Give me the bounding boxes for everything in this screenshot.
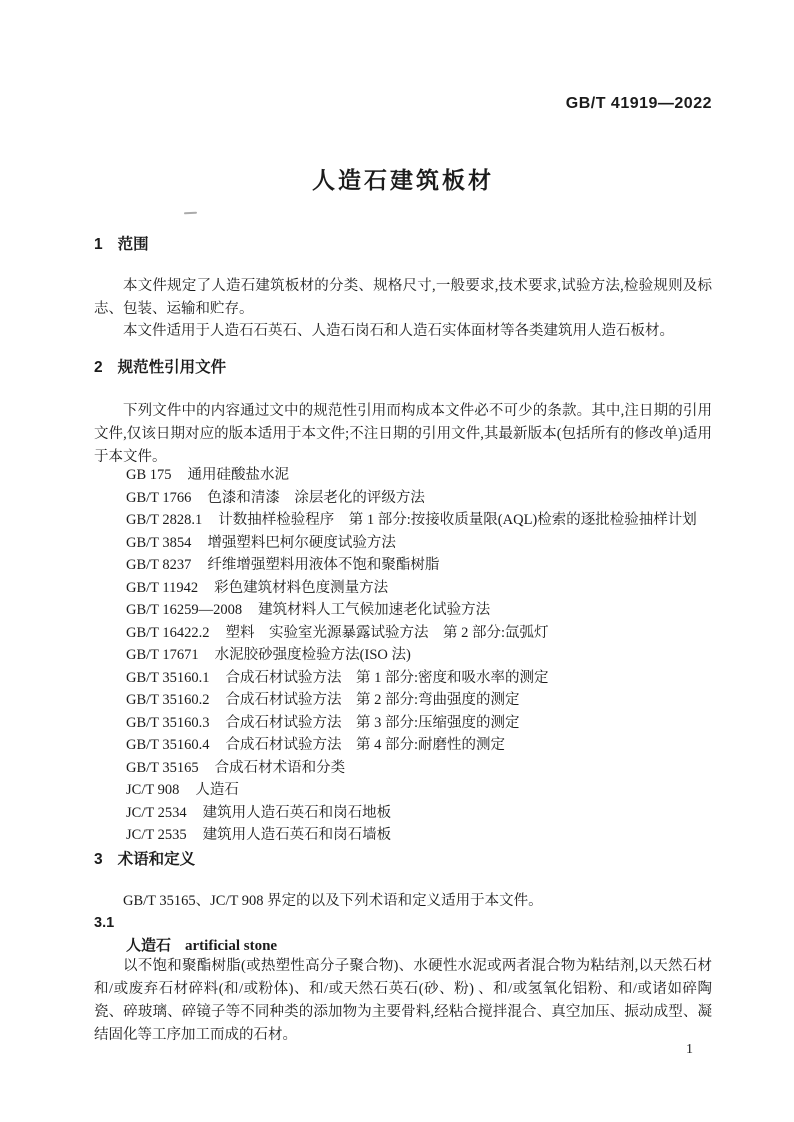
- term-name: [126, 935, 277, 957]
- reference-code: GB/T 1766: [126, 489, 192, 506]
- reference-item: [94, 487, 734, 510]
- reference-item: [94, 532, 734, 555]
- reference-title: 纤维增强塑料用液体不饱和聚酯树脂: [207, 557, 440, 573]
- standard-code: GB/T 41919—2022: [565, 95, 712, 112]
- reference-item: [94, 779, 734, 802]
- reference-title: 合成石材试验方法 第 2 部分:弯曲强度的测定: [225, 692, 520, 708]
- reference-title: 合成石材术语和分类: [214, 759, 346, 776]
- reference-item: [94, 599, 734, 622]
- reference-title: 人造石: [195, 782, 239, 798]
- reference-item: [94, 509, 734, 532]
- scope-paragraph-2: 本文件适用于人造石石英石、人造石岗石和人造石实体面材等各类建筑用人造石板材。: [123, 323, 674, 339]
- reference-title: 合成石材试验方法 第 4 部分:耐磨性的测定: [225, 737, 506, 753]
- reference-code: GB/T 35160.2: [126, 692, 210, 708]
- terms-intro: GB/T 35165、JC/T 908 界定的以及下列术语和定义适用于本文件。: [123, 893, 543, 909]
- reference-code: GB 175: [126, 467, 172, 483]
- section-heading-normative-refs: [94, 357, 712, 379]
- reference-code: GB/T 2828.1: [126, 512, 203, 528]
- section-number: 3: [94, 851, 103, 868]
- reference-item: [94, 464, 734, 487]
- reference-code: JC/T 908: [126, 782, 180, 798]
- page-number: 1: [686, 1042, 693, 1057]
- reference-code: GB/T 35160.4: [126, 737, 210, 753]
- reference-code: GB/T 3854: [126, 534, 192, 551]
- section-number: 2: [94, 359, 103, 376]
- reference-code: GB/T 35165: [126, 759, 199, 776]
- reference-title: 合成石材试验方法 第 1 部分:密度和吸水率的测定: [225, 669, 549, 686]
- reference-title: 建筑用人造石英石和岗石地板: [202, 804, 392, 821]
- reference-title: 彩色建筑材料色度测量方法: [214, 579, 389, 596]
- reference-title: 建筑材料人工气候加速老化试验方法: [258, 602, 491, 618]
- scope-paragraph-1: 本文件规定了人造石建筑板材的分类、规格尺寸,一般要求,技术要求,试验方法,检验规则及标志、包装、运输和贮存。: [94, 278, 712, 317]
- reference-title: 塑料 实验室光源暴露试验方法 第 2 部分:氙弧灯: [225, 624, 549, 641]
- reference-code: GB/T 35160.3: [126, 714, 210, 731]
- reference-item: [94, 757, 734, 780]
- reference-code: GB/T 17671: [126, 647, 199, 663]
- reference-item: [94, 644, 734, 667]
- reference-code: JC/T 2534: [126, 804, 187, 821]
- reference-code: JC/T 2535: [126, 827, 187, 843]
- reference-code: GB/T 35160.1: [126, 669, 210, 686]
- reference-title: 合成石材试验方法 第 3 部分:压缩强度的测定: [225, 714, 520, 731]
- reference-title: 水泥胶砂强度检验方法(ISO 法): [214, 647, 411, 663]
- reference-item: [94, 824, 734, 847]
- term-number: 3.1: [94, 915, 115, 931]
- reference-list: [94, 464, 734, 847]
- section-number: 1: [94, 236, 103, 253]
- reference-code: GB/T 11942: [126, 579, 199, 596]
- section-title: 术语和定义: [117, 851, 196, 868]
- reference-title: 增强塑料巴柯尔硬度试验方法: [207, 534, 396, 551]
- reference-item: [94, 622, 734, 645]
- reference-item: [94, 577, 734, 600]
- term-name-zh: 人造石: [126, 937, 172, 954]
- reference-title: 计数抽样检验程序 第 1 部分:按接收质量限(AQL)检索的逐批检验抽样计划: [218, 512, 697, 528]
- section-heading-scope: [94, 234, 712, 256]
- reference-item: [94, 554, 734, 577]
- scan-artifact: [184, 212, 197, 215]
- reference-item: [94, 712, 734, 735]
- reference-title: 建筑用人造石英石和岗石墙板: [202, 827, 392, 843]
- reference-item: [94, 689, 734, 712]
- reference-title: 色漆和清漆 涂层老化的评级方法: [207, 489, 425, 506]
- section-heading-terms: [94, 849, 712, 871]
- section-title: 范围: [117, 236, 149, 253]
- reference-code: GB/T 16422.2: [126, 624, 210, 641]
- reference-code: GB/T 16259—2008: [126, 602, 243, 618]
- section-title: 规范性引用文件: [117, 359, 227, 376]
- term-definition: 以不饱和聚酯树脂(或热塑性高分子聚合物)、水硬性水泥或两者混合物为粘结剂,以天然石材和/或废弃石材碎料(和/或粉体)、和/或天然石英石(砂、粉) 、和/或氢氧化铝粉、和/或诸如碎陶瓷、碎玻璃、碎镜子等不同种类的添加物为主要骨料,经粘合搅拌混合、真空加压、振动成型、凝结固化等工序加工而成的石材。: [94, 958, 712, 1043]
- reference-title: 通用硅酸盐水泥: [187, 467, 290, 483]
- reference-item: [94, 734, 734, 757]
- reference-item: [94, 802, 734, 825]
- document-title: 人造石建筑板材: [312, 167, 494, 193]
- reference-item: [94, 667, 734, 690]
- term-name-en: artificial stone: [185, 938, 278, 954]
- reference-code: GB/T 8237: [126, 557, 192, 573]
- normative-refs-intro: 下列文件中的内容通过文中的规范性引用而构成本文件必不可少的条款。其中,注日期的引用文件,仅该日期对应的版本适用于本文件;不注日期的引用文件,其最新版本(包括所有的修改单)适用于本文件。: [94, 403, 712, 465]
